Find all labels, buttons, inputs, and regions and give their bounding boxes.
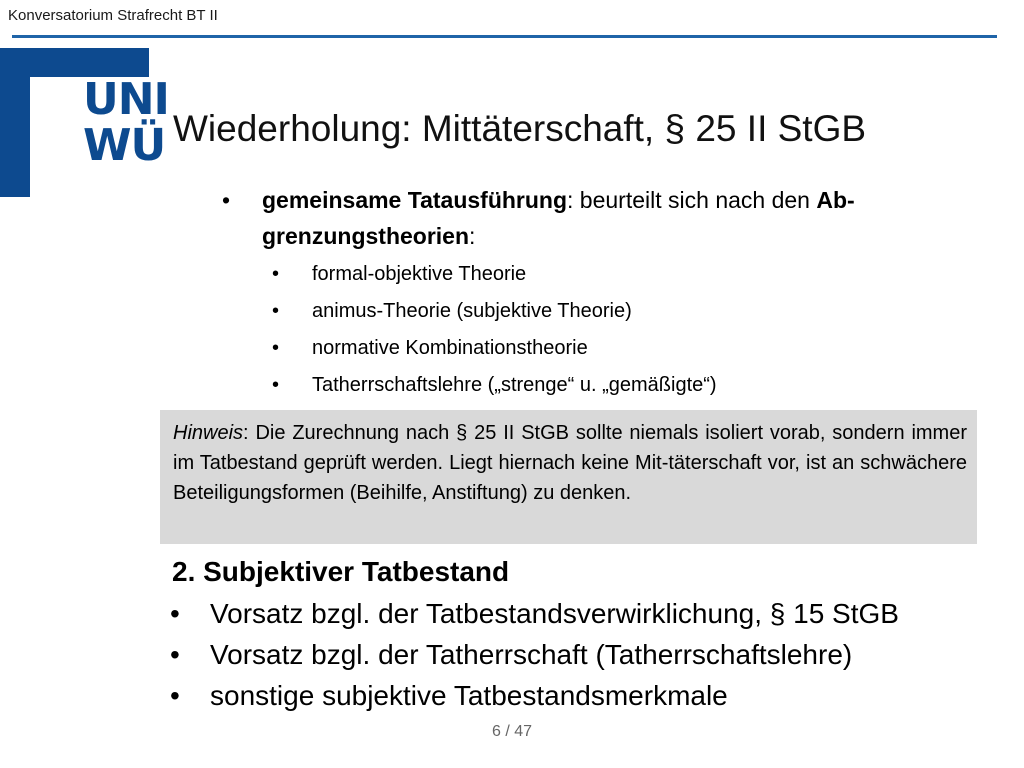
sub-bullet [272,372,717,398]
main-bullet-bold-2b: grenzungstheorien [262,223,470,249]
page-number: 6 / 47 [491,723,533,740]
sub-bullet-text: formal-objektive Theorie [312,263,527,285]
bullet-dot: • [272,374,280,396]
section-bullet [170,676,728,716]
section-bullet-text: Vorsatz bzgl. der Tatherrschaft (Tatherrschaftslehre) [210,639,853,670]
section-bullet [170,635,853,675]
section-title: 2. Subjektiver Tatbestand [172,556,510,587]
logo-line-2: WÜ [83,120,166,171]
bullet-dot: • [272,337,280,359]
sub-bullet-text: animus-Theorie (subjektive Theorie) [312,300,632,322]
header-divider [12,35,997,38]
logo-line-1: UNI [83,74,169,125]
sub-bullet [272,261,527,287]
header-title: Konversatorium Strafrecht BT II [8,7,218,24]
bullet-dot: • [272,263,280,285]
hint-box [160,410,977,544]
bullet-dot: • [170,680,180,711]
hint-body: : Die Zurechnung nach § 25 II StGB sollte niemals isoliert vorab, sondern immer im Tatbestand geprüft werden. Liegt hiernach keine Mit-täterschaft vor, ist an schwächere Beteiligungsformen (Beihilfe, Anstiftung) zu denken. [173,422,967,504]
logo-lettering [83,74,169,171]
main-bullet-bold-2a: Ab- [816,187,855,213]
main-bullet [222,182,965,254]
section-bullet-text: Vorsatz bzgl. der Tatbestandsverwirklichung, § 15 StGB [210,598,899,629]
main-bullet-text-2: : [469,223,476,249]
bullet-dot: • [222,187,231,213]
bullet-dot: • [170,598,180,629]
main-bullet-text-1: : beurteilt sich nach den [567,187,817,213]
section-bullet-text: sonstige subjektive Tatbestandsmerkmale [210,680,728,711]
sub-bullet-text: normative Kombinationstheorie [312,337,588,359]
main-bullet-bold-1: gemeinsame Tatausführung [262,187,568,213]
sub-bullet [272,298,632,324]
sub-bullet-text: Tatherrschaftslehre („strenge“ u. „gemäßigte“) [312,374,717,396]
sub-bullet [272,335,588,361]
hint-text [173,418,967,508]
hint-label: Hinweis [173,422,244,444]
bullet-dot: • [272,300,280,322]
bullet-dot: • [170,639,180,670]
slide-title: Wiederholung: Mittäterschaft, § 25 II StGB [173,108,867,149]
section-bullet [170,594,899,634]
